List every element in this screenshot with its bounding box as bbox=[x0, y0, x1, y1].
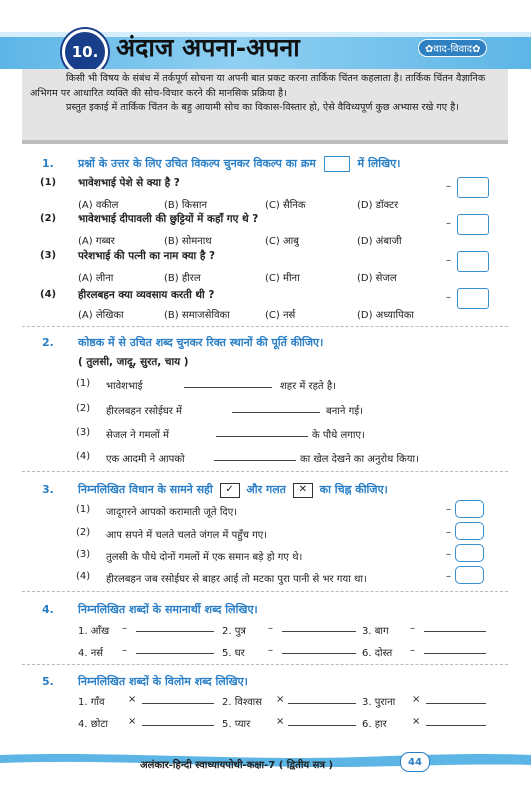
q1-title-box bbox=[324, 156, 350, 172]
q4-blank-3[interactable] bbox=[424, 631, 486, 632]
q2-word-bank: ( तुलसी, जादू, सुरत, चाय ) bbox=[78, 356, 189, 368]
q1-number: 1. bbox=[42, 157, 54, 170]
tag-label: वाद-विवाद bbox=[433, 44, 473, 55]
q5-blank-3[interactable] bbox=[426, 703, 486, 704]
q4-sep-6: – bbox=[410, 645, 415, 656]
q3-title-text-b: और गलत bbox=[246, 483, 286, 496]
q4-sep-2: – bbox=[268, 623, 273, 634]
q4-blank-6[interactable] bbox=[424, 653, 486, 654]
q4-sep-3: – bbox=[410, 623, 415, 634]
q1-item-3-opt-d: (D) सेजल bbox=[357, 273, 397, 284]
q5-sep-5: × bbox=[276, 716, 285, 727]
q1-item-4-opt-c: (C) नर्स bbox=[265, 310, 296, 321]
q3-title bbox=[78, 482, 388, 498]
q1-item-3-no: (3) bbox=[40, 250, 57, 261]
q4-blank-2[interactable] bbox=[282, 631, 356, 632]
q5-title: निम्नलिखित शब्दों के विलोम शब्द लिखिए। bbox=[78, 675, 248, 688]
q5-word-5: 5. प्यार bbox=[222, 719, 251, 730]
q1-item-1-no: (1) bbox=[40, 177, 57, 188]
q4-word-6: 6. दोस्त bbox=[362, 648, 393, 659]
q1-item-1-opt-d: (D) डॉक्टर bbox=[357, 200, 399, 211]
q1-item-2-opt-b: (B) सोमनाथ bbox=[164, 236, 212, 247]
q4-blank-5[interactable] bbox=[282, 653, 356, 654]
q4-word-3: 3. बाग bbox=[362, 626, 389, 637]
q4-word-5: 5. घर bbox=[222, 648, 245, 659]
q1-item-4-opt-b: (B) समाजसेविका bbox=[164, 310, 230, 321]
q2-item-4-text-b: का खेल देखने का अनुरोध किया। bbox=[300, 454, 419, 465]
section-divider bbox=[22, 326, 508, 327]
q5-word-2: 2. विश्वास bbox=[222, 697, 263, 708]
q1-title-text-2: में लिखिए। bbox=[357, 157, 401, 170]
q3-item-3-no: (3) bbox=[76, 549, 91, 560]
intro-paragraph-2: प्रस्तुत इकाई में तार्किक चिंतन के बहु आयामी सोच का विकास-विस्तार हो, ऐसे वैविध्यपूर्ण कुछ अभ्यास रखे गए है। bbox=[66, 102, 459, 114]
chapter-number-badge: 10. bbox=[62, 29, 108, 75]
q4-sep-4: – bbox=[122, 645, 127, 656]
q5-word-4: 4. छोटा bbox=[78, 719, 108, 730]
q5-word-1: 1. गाँव bbox=[78, 697, 105, 708]
q3-item-2-answer-box[interactable] bbox=[455, 522, 484, 540]
q5-word-3: 3. पुराना bbox=[362, 697, 396, 708]
q3-item-2-no: (2) bbox=[76, 527, 91, 538]
q2-item-3-blank[interactable] bbox=[216, 436, 308, 437]
q1-item-3-opt-b: (B) हीरल bbox=[164, 273, 201, 284]
q1-item-2-no: (2) bbox=[40, 213, 57, 224]
q5-word-6: 6. हार bbox=[362, 719, 387, 730]
q3-item-3-answer-box[interactable] bbox=[455, 544, 484, 562]
q2-item-4-text-a: एक आदमी ने आपको bbox=[106, 454, 185, 465]
footer-book-title: अलंकार-हिन्दी स्वाध्यायपोथी-कक्षा-7 ( द्वितीय सत्र ) bbox=[140, 760, 334, 771]
q1-item-4-opt-a: (A) लेखिका bbox=[78, 310, 124, 321]
q2-item-1-no: (1) bbox=[76, 378, 91, 389]
q1-item-4-answer-box[interactable] bbox=[457, 288, 489, 309]
q1-item-3-opt-a: (A) लीना bbox=[78, 273, 114, 284]
q1-item-2-answer-box[interactable] bbox=[457, 214, 489, 235]
q2-item-3-no: (3) bbox=[76, 427, 91, 438]
q3-item-4-no: (4) bbox=[76, 571, 91, 582]
q1-item-1-dash: – bbox=[446, 181, 451, 192]
q4-word-2: 2. पुत्र bbox=[222, 626, 246, 637]
q1-item-2-opt-d: (D) अंबाजी bbox=[357, 236, 402, 247]
q4-blank-4[interactable] bbox=[136, 653, 214, 654]
q2-item-3-text-a: सेजल ने गमलों में bbox=[106, 430, 170, 441]
q2-item-3-text-b: के पौधे लगाए। bbox=[312, 430, 365, 441]
q2-item-2-text-b: बनाने गई। bbox=[326, 406, 363, 417]
q1-title bbox=[78, 156, 400, 172]
section-divider bbox=[22, 471, 508, 472]
intro-paragraph-1: किसी भी विषय के संबंध में तर्कपूर्ण सोचना या अपनी बात प्रकट करना तार्किक चिंतन कहलाता है। तार्किक चिंतन वैज्ञानिक अभिगम पर आधारित व्यक्ति की सोच-विचार करने की मानसिक प्रक्रिया है। bbox=[30, 73, 486, 99]
q3-number: 3. bbox=[42, 483, 54, 496]
q5-sep-3: × bbox=[412, 694, 421, 705]
q2-title: कोष्ठक में से उचित शब्द चुनकर रिक्त स्थानों की पूर्ति कीजिए। bbox=[78, 336, 324, 349]
q2-item-4-blank[interactable] bbox=[214, 460, 296, 461]
q1-item-2-question: भावेशभाई दीपावली की छुट्टियों में कहाँ गए थे ? bbox=[78, 213, 259, 225]
q5-blank-5[interactable] bbox=[288, 725, 356, 726]
q1-item-1-answer-box[interactable] bbox=[457, 177, 489, 198]
q3-item-4-text: हीरलबहन जब रसोईघर से बाहर आई तो मटका पुरा पानी से भर गया था। bbox=[106, 574, 367, 585]
intro-box bbox=[22, 69, 508, 144]
q1-item-3-answer-box[interactable] bbox=[457, 251, 489, 272]
q3-item-3-dash: – bbox=[446, 549, 451, 560]
q2-item-1-text-b: शहर में रहते है। bbox=[280, 381, 336, 392]
q5-blank-6[interactable] bbox=[426, 725, 486, 726]
q3-item-2-text: आप सपने में चलते चलते जंगल में पहुँच गए। bbox=[106, 530, 268, 541]
q5-sep-1: × bbox=[128, 694, 137, 705]
q5-sep-4: × bbox=[128, 716, 137, 727]
q1-item-3-opt-c: (C) मीना bbox=[265, 273, 300, 284]
q1-item-1-opt-b: (B) किसान bbox=[164, 200, 208, 211]
q2-item-1-blank[interactable] bbox=[184, 387, 272, 388]
q3-item-4-answer-box[interactable] bbox=[455, 566, 484, 584]
q5-blank-4[interactable] bbox=[142, 725, 214, 726]
tag-star-icon: ✿ bbox=[425, 44, 434, 55]
q1-item-1-question: भावेशभाई पेशे से क्या है ? bbox=[78, 177, 180, 189]
q4-blank-1[interactable] bbox=[136, 631, 214, 632]
q1-item-1-opt-a: (A) वकील bbox=[78, 200, 119, 211]
q5-blank-1[interactable] bbox=[142, 703, 214, 704]
q2-item-1-text-a: भावेशभाई bbox=[106, 381, 143, 392]
q1-title-text: प्रश्नों के उत्तर के लिए उचित विकल्प चुनकर विकल्प का क्रम bbox=[78, 157, 316, 170]
q3-item-4-dash: – bbox=[446, 571, 451, 582]
q4-sep-5: – bbox=[268, 645, 273, 656]
q2-number: 2. bbox=[42, 336, 54, 349]
q3-item-2-dash: – bbox=[446, 527, 451, 538]
q5-blank-2[interactable] bbox=[288, 703, 356, 704]
q4-number: 4. bbox=[42, 603, 54, 616]
q1-item-4-dash: – bbox=[446, 292, 451, 303]
page-number: 44 bbox=[400, 752, 430, 772]
q4-title: निम्नलिखित शब्दों के समानार्थी शब्द लिखिए। bbox=[78, 603, 258, 616]
section-divider bbox=[22, 591, 508, 592]
q2-item-2-blank[interactable] bbox=[232, 412, 320, 413]
q1-item-4-opt-d: (D) अध्यापिका bbox=[357, 310, 415, 321]
chapter-tag bbox=[418, 39, 487, 57]
q3-item-1-dash: – bbox=[446, 504, 451, 515]
q1-item-1-opt-c: (C) सैनिक bbox=[265, 200, 306, 211]
q4-word-1: 1. आँख bbox=[78, 626, 110, 637]
chapter-title: अंदाज अपना-अपना bbox=[116, 33, 300, 62]
q2-item-2-text-a: हीरलबहन रसोईघर में bbox=[106, 406, 183, 417]
section-divider bbox=[22, 664, 508, 665]
q1-item-2-opt-a: (A) गब्बर bbox=[78, 236, 115, 247]
q3-title-text-c: का चिह्न कीजिए। bbox=[319, 483, 388, 496]
cross-mark-icon: ✕ bbox=[293, 483, 313, 498]
q2-item-4-no: (4) bbox=[76, 451, 91, 462]
q2-item-2-no: (2) bbox=[76, 403, 91, 414]
q3-item-1-text: जादूगरने आपको करामाती जूते दिए। bbox=[106, 507, 238, 518]
q5-number: 5. bbox=[42, 675, 54, 688]
q5-sep-2: × bbox=[276, 694, 285, 705]
q1-item-2-dash: – bbox=[446, 218, 451, 229]
q1-item-3-question: परेशभाई की पत्नी का नाम क्या है ? bbox=[78, 250, 216, 262]
q1-item-2-opt-c: (C) आबु bbox=[265, 236, 299, 247]
q4-word-4: 4. नर्स bbox=[78, 648, 104, 659]
check-mark-icon: ✓ bbox=[220, 483, 240, 498]
q1-item-3-dash: – bbox=[446, 255, 451, 266]
q3-title-text-a: निम्नलिखित विधान के सामने सही bbox=[78, 483, 213, 496]
q1-item-4-question: हीरलबहन क्या व्यवसाय करती थी ? bbox=[78, 289, 215, 301]
q5-sep-6: × bbox=[412, 716, 421, 727]
q3-item-1-no: (1) bbox=[76, 504, 91, 515]
q3-item-1-answer-box[interactable] bbox=[455, 500, 484, 518]
tag-star-icon: ✿ bbox=[472, 44, 481, 55]
q3-item-3-text: तुलसी के पौधे दोनों गमलों में एक समान बड़े हो गए थे। bbox=[106, 552, 303, 563]
q1-item-4-no: (4) bbox=[40, 289, 57, 300]
q4-sep-1: – bbox=[122, 623, 127, 634]
